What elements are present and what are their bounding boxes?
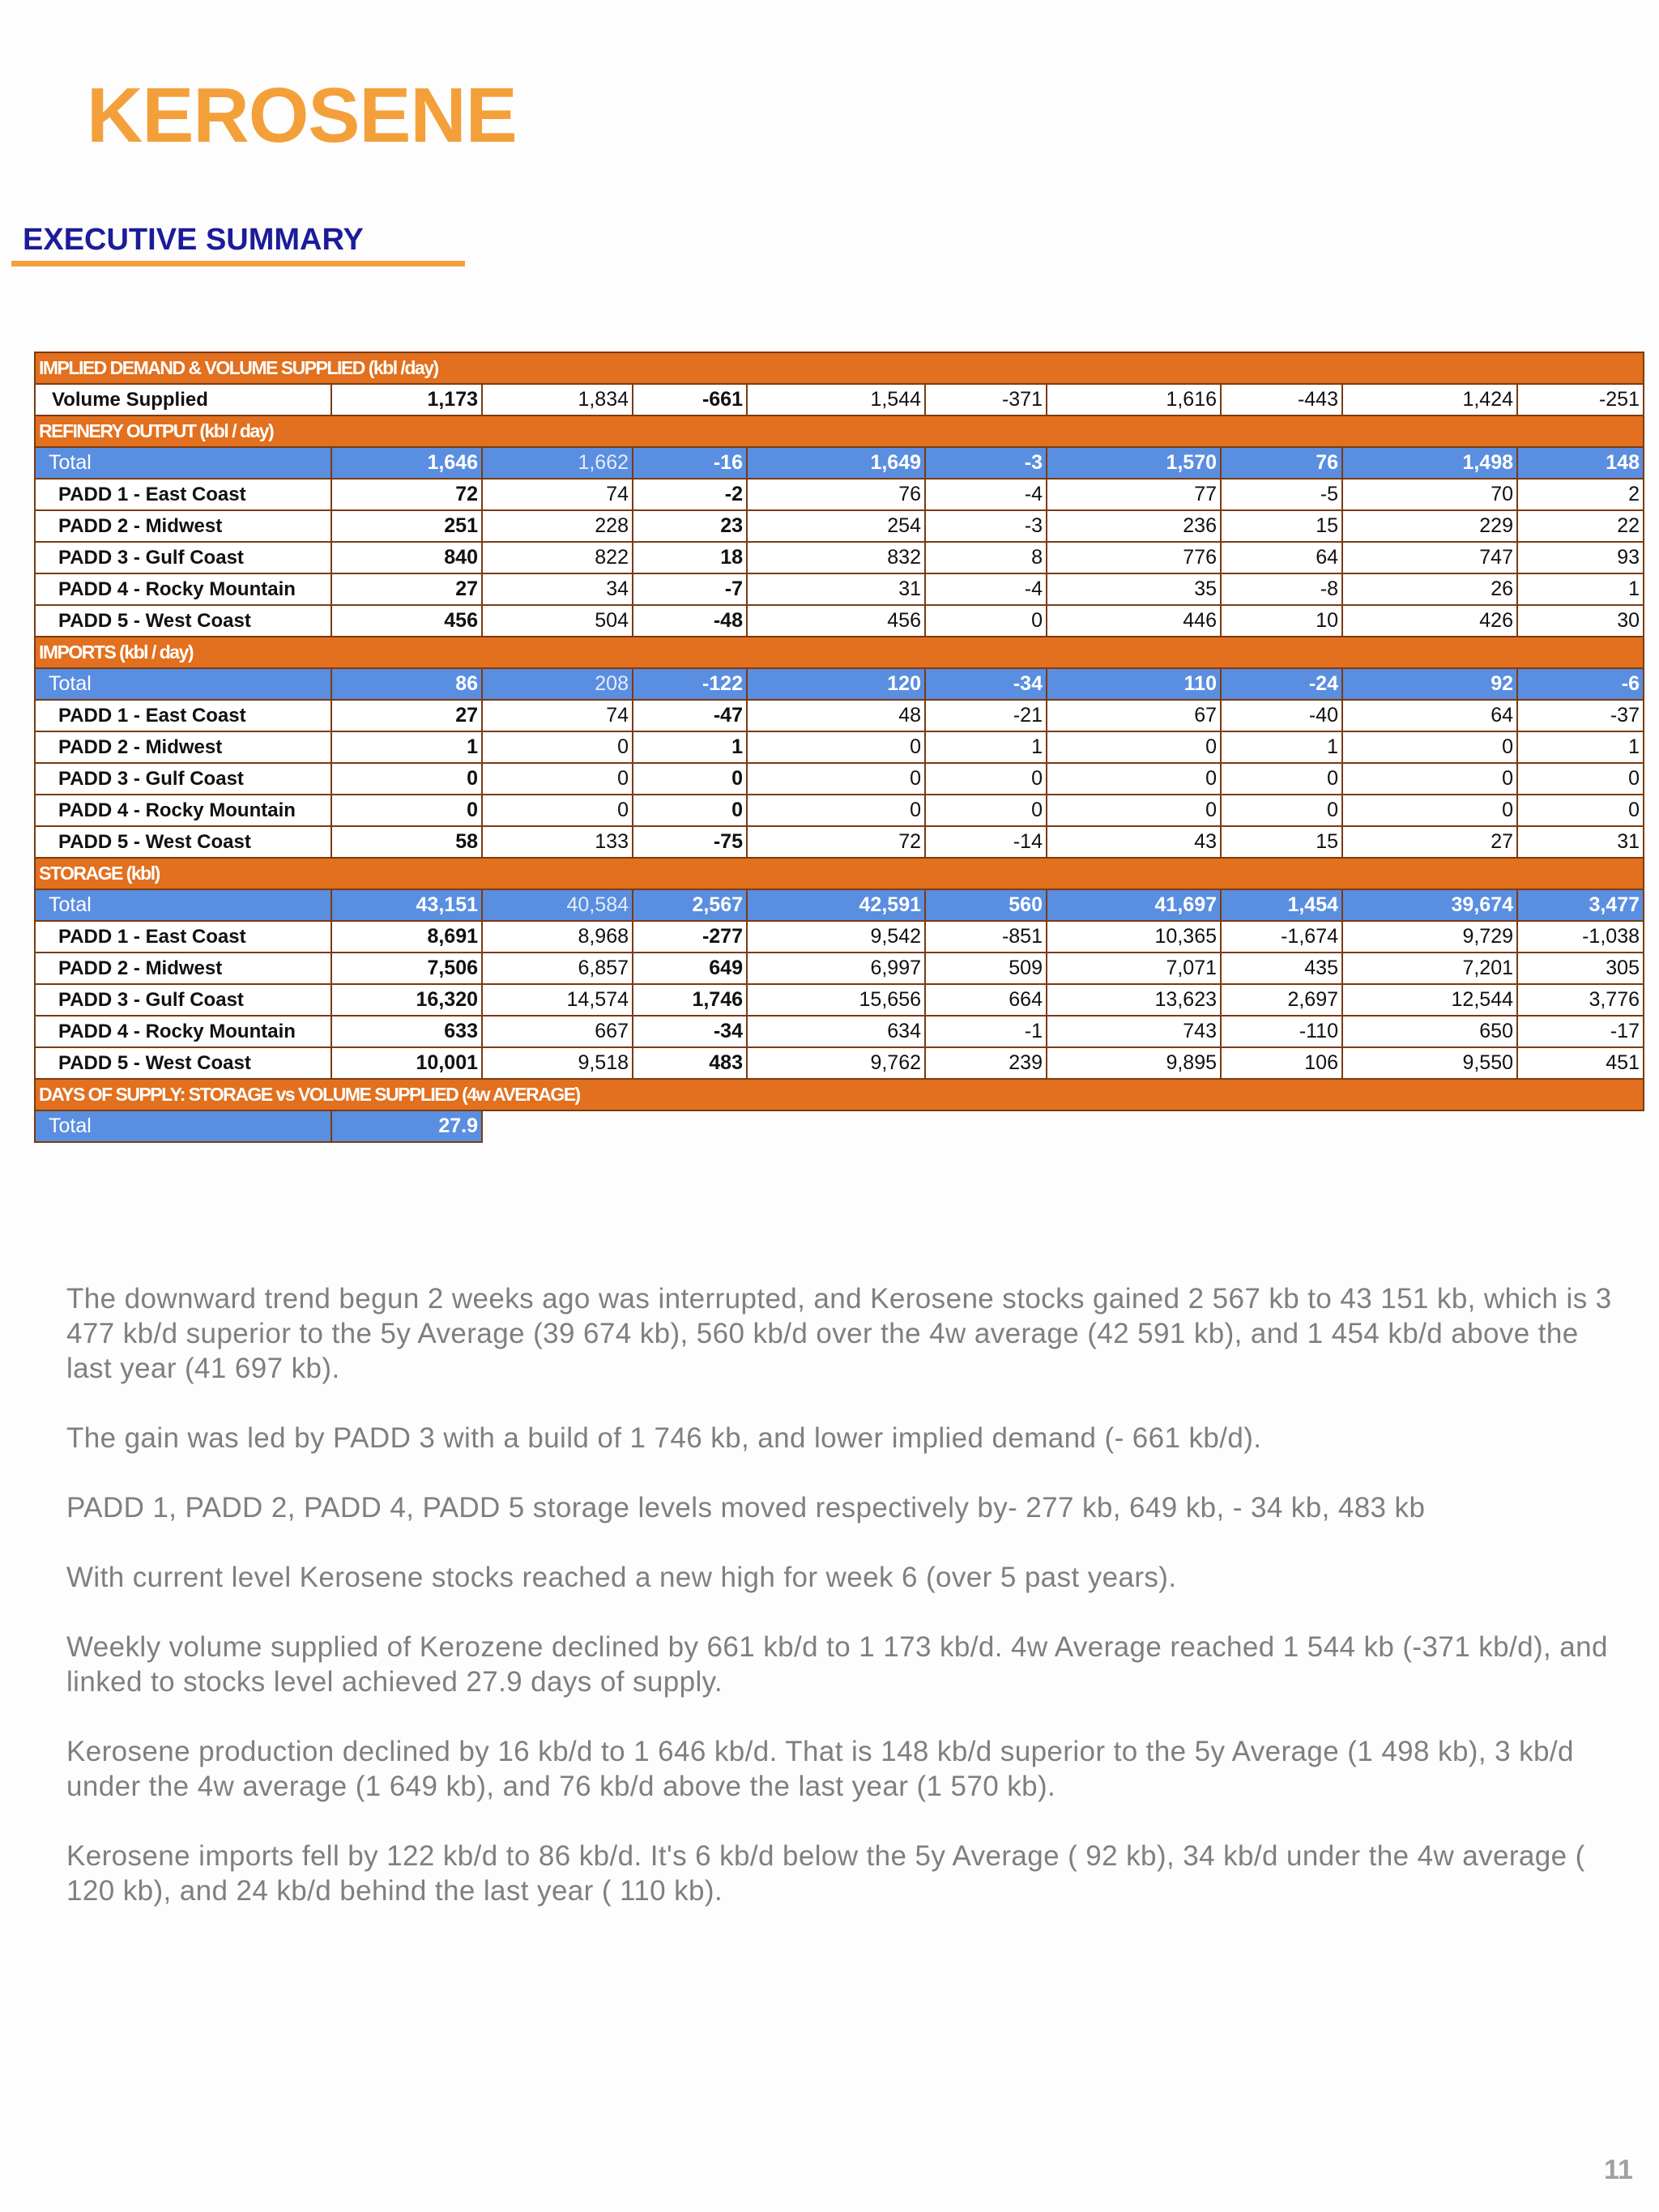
table-cell: 560: [925, 889, 1047, 921]
row-label: PADD 1 - East Coast: [35, 921, 331, 953]
row-label: Total: [35, 668, 331, 700]
table-cell: -7: [633, 573, 747, 605]
summary-table: [34, 352, 1644, 1143]
table-cell: -661: [633, 384, 747, 416]
table-cell: 7,506: [331, 953, 482, 984]
table-cell: 305: [1517, 953, 1644, 984]
narrative-paragraph: Kerosene production declined by 16 kb/d to 1 646 kb/d. That is 148 kb/d superior to the 5y Average (1 498 kb), 3 kb/d under the 4w average (1 649 kb), and 76 kb/d above the last year (1 570 kb).: [66, 1736, 1574, 1802]
table-cell: 667: [482, 1016, 633, 1047]
table-cell: 10: [1221, 605, 1342, 637]
table-row: [35, 1016, 1644, 1047]
narrative-paragraph: PADD 1, PADD 2, PADD 4, PADD 5 storage levels moved respectively by- 277 kb, 649 kb, - 34 kb, 483 kb: [66, 1492, 1426, 1524]
row-label: PADD 1 - East Coast: [35, 479, 331, 510]
row-label: Volume Supplied: [35, 384, 331, 416]
table-cell: 35: [1047, 573, 1221, 605]
table-cell: 0: [925, 605, 1047, 637]
table-cell: 23: [633, 510, 747, 542]
table-cell: 1,616: [1047, 384, 1221, 416]
table-cell: 0: [1221, 795, 1342, 826]
table-cell: 34: [482, 573, 633, 605]
table-cell: 0: [1047, 763, 1221, 795]
table-cell: 1,424: [1342, 384, 1517, 416]
table-cell: 1: [633, 731, 747, 763]
section-header-imports: [35, 637, 1644, 668]
row-label: PADD 3 - Gulf Coast: [35, 542, 331, 573]
table-cell: 3,477: [1517, 889, 1644, 921]
table-cell: 451: [1517, 1047, 1644, 1079]
table-cell: 64: [1342, 700, 1517, 731]
table-cell: 39,674: [1342, 889, 1517, 921]
table-cell: 27: [331, 573, 482, 605]
row-label: Total: [35, 1110, 331, 1142]
table-cell: 239: [925, 1047, 1047, 1079]
table-row: [35, 700, 1644, 731]
table-cell: 67: [1047, 700, 1221, 731]
table-cell: 0: [482, 731, 633, 763]
table-cell: 1: [1517, 731, 1644, 763]
table-row-imports-total: [35, 668, 1644, 700]
table-cell: -24: [1221, 668, 1342, 700]
table-cell: 2,697: [1221, 984, 1342, 1016]
row-label: PADD 5 - West Coast: [35, 605, 331, 637]
table-cell: 0: [747, 731, 925, 763]
table-cell: -2: [633, 479, 747, 510]
table-row: [35, 605, 1644, 637]
narrative-paragraph: Kerosene imports fell by 122 kb/d to 86 kb/d. It's 6 kb/d below the 5y Average ( 92 kb), 34 kb/d under the 4w average ( 120 kb), and 24 kb/d behind the last year ( 110 kb).: [66, 1840, 1585, 1907]
table-cell: 30: [1517, 605, 1644, 637]
table-cell: 776: [1047, 542, 1221, 573]
table-cell: 664: [925, 984, 1047, 1016]
table-cell: 0: [633, 795, 747, 826]
table-cell: -371: [925, 384, 1047, 416]
table-cell: -14: [925, 826, 1047, 858]
table-cell: -6: [1517, 668, 1644, 700]
row-label: PADD 2 - Midwest: [35, 953, 331, 984]
table-cell: 1: [1517, 573, 1644, 605]
table-cell: 435: [1221, 953, 1342, 984]
table-row: [35, 795, 1644, 826]
table-cell: 15: [1221, 826, 1342, 858]
table-cell: 26: [1342, 573, 1517, 605]
table-cell: 0: [925, 763, 1047, 795]
section-subtitle: EXECUTIVE SUMMARY: [23, 223, 364, 257]
table-cell: 747: [1342, 542, 1517, 573]
section-header-label: REFINERY OUTPUT (kbl / day): [35, 416, 1644, 447]
table-cell: 0: [482, 763, 633, 795]
table-cell: 58: [331, 826, 482, 858]
table-cell: 43,151: [331, 889, 482, 921]
row-label: Total: [35, 889, 331, 921]
table-cell: 634: [747, 1016, 925, 1047]
table-cell: 0: [633, 763, 747, 795]
row-label: Total: [35, 447, 331, 479]
table-cell: 40,584: [482, 889, 633, 921]
table-cell: 229: [1342, 510, 1517, 542]
table-cell: 0: [925, 795, 1047, 826]
narrative-paragraph: The gain was led by PADD 3 with a build of 1 746 kb, and lower implied demand (- 661 kb/d).: [66, 1422, 1262, 1454]
section-header-label: IMPORTS (kbl / day): [35, 637, 1644, 668]
table-cell: 1,746: [633, 984, 747, 1016]
table-cell: 70: [1342, 479, 1517, 510]
table-cell: 1,498: [1342, 447, 1517, 479]
table-cell: 1,454: [1221, 889, 1342, 921]
table-cell: 1,173: [331, 384, 482, 416]
table-cell: 1,544: [747, 384, 925, 416]
table-cell: 446: [1047, 605, 1221, 637]
table-cell: 633: [331, 1016, 482, 1047]
table-cell: 0: [482, 795, 633, 826]
narrative-paragraph: The downward trend begun 2 weeks ago was interrupted, and Kerosene stocks gained 2 567 kb to 43 151 kb, which is 3 477 kb/d superior to the 5y Average (39 674 kb), 560 kb/d over the 4w average (42 591 kb), and 1 454 kb/d above the last year (41 697 kb).: [66, 1283, 1612, 1384]
table-cell: 822: [482, 542, 633, 573]
table-cell: 0: [747, 763, 925, 795]
table-cell: 86: [331, 668, 482, 700]
narrative-text: [66, 1281, 1622, 1943]
row-label: PADD 4 - Rocky Mountain: [35, 1016, 331, 1047]
row-label: PADD 3 - Gulf Coast: [35, 984, 331, 1016]
table-row: [35, 573, 1644, 605]
table-cell: 7,201: [1342, 953, 1517, 984]
table-cell: 228: [482, 510, 633, 542]
table-cell: 76: [1221, 447, 1342, 479]
table-cell: -21: [925, 700, 1047, 731]
table-cell: 0: [331, 763, 482, 795]
table-cell: -34: [633, 1016, 747, 1047]
table-cell: 0: [1047, 795, 1221, 826]
narrative-paragraph: With current level Kerosene stocks reached a new high for week 6 (over 5 past years).: [66, 1562, 1177, 1593]
table-row: [35, 826, 1644, 858]
table-row-volume-supplied: [35, 384, 1644, 416]
table-cell: 7,071: [1047, 953, 1221, 984]
table-cell: 14,574: [482, 984, 633, 1016]
table-cell: 0: [1517, 795, 1644, 826]
table-cell: 12,544: [1342, 984, 1517, 1016]
table-cell: 92: [1342, 668, 1517, 700]
narrative-paragraph: Weekly volume supplied of Kerozene declined by 661 kb/d to 1 173 kb/d. 4w Average reached 1 544 kb (-371 kb/d), and linked to stocks level achieved 27.9 days of supply.: [66, 1631, 1608, 1698]
table-cell: 509: [925, 953, 1047, 984]
table-row: [35, 921, 1644, 953]
table-cell: -277: [633, 921, 747, 953]
table-cell: 9,729: [1342, 921, 1517, 953]
table-cell: 456: [331, 605, 482, 637]
subtitle-underline: [11, 261, 465, 266]
table-cell: 9,895: [1047, 1047, 1221, 1079]
page-number: 11: [1604, 2154, 1633, 2185]
row-label: PADD 5 - West Coast: [35, 1047, 331, 1079]
row-label: PADD 4 - Rocky Mountain: [35, 795, 331, 826]
table-cell: 3,776: [1517, 984, 1644, 1016]
table-cell: 10,365: [1047, 921, 1221, 953]
table-cell: -3: [925, 510, 1047, 542]
table-cell: 1,646: [331, 447, 482, 479]
table-cell: -40: [1221, 700, 1342, 731]
table-cell: 74: [482, 479, 633, 510]
table-row: [35, 1047, 1644, 1079]
section-header-days-of-supply: [35, 1079, 1644, 1110]
row-label: PADD 3 - Gulf Coast: [35, 763, 331, 795]
table-cell: 0: [1517, 763, 1644, 795]
table-cell: 76: [747, 479, 925, 510]
table-cell: 18: [633, 542, 747, 573]
table-cell: 254: [747, 510, 925, 542]
table-cell: -17: [1517, 1016, 1644, 1047]
table-cell: 77: [1047, 479, 1221, 510]
row-label: PADD 2 - Midwest: [35, 731, 331, 763]
section-header-label: DAYS OF SUPPLY: STORAGE vs VOLUME SUPPLIED (4w AVERAGE): [35, 1079, 1644, 1110]
table-cell: 483: [633, 1047, 747, 1079]
table-cell: -110: [1221, 1016, 1342, 1047]
table-row: [35, 479, 1644, 510]
table-cell: 0: [747, 795, 925, 826]
table-cell: -1,674: [1221, 921, 1342, 953]
table-cell: 15: [1221, 510, 1342, 542]
table-cell: -1,038: [1517, 921, 1644, 953]
table-cell: 504: [482, 605, 633, 637]
table-cell: 43: [1047, 826, 1221, 858]
table-cell: 0: [331, 795, 482, 826]
table-cell: 15,656: [747, 984, 925, 1016]
table-cell: 9,542: [747, 921, 925, 953]
table-cell: 1: [925, 731, 1047, 763]
table-cell: 2,567: [633, 889, 747, 921]
table-cell: 41,697: [1047, 889, 1221, 921]
table-cell: 832: [747, 542, 925, 573]
table-cell: 1,834: [482, 384, 633, 416]
table-cell: 1,662: [482, 447, 633, 479]
table-cell: -443: [1221, 384, 1342, 416]
table-cell: 208: [482, 668, 633, 700]
table-cell: 9,762: [747, 1047, 925, 1079]
section-header-storage: [35, 858, 1644, 889]
table-cell: -4: [925, 573, 1047, 605]
table-cell: 0: [1047, 731, 1221, 763]
table-cell: -16: [633, 447, 747, 479]
table-cell: 22: [1517, 510, 1644, 542]
table-cell: -851: [925, 921, 1047, 953]
table-cell: 72: [331, 479, 482, 510]
table-row: [35, 953, 1644, 984]
table-cell: -8: [1221, 573, 1342, 605]
days-of-supply-value: 27.9: [331, 1110, 482, 1142]
section-header-refinery: [35, 416, 1644, 447]
table-cell: 110: [1047, 668, 1221, 700]
table-cell: 1,649: [747, 447, 925, 479]
table-cell: 106: [1221, 1047, 1342, 1079]
table-cell: 0: [1342, 763, 1517, 795]
table-cell: 133: [482, 826, 633, 858]
table-cell: 93: [1517, 542, 1644, 573]
table-cell: -122: [633, 668, 747, 700]
table-cell: 251: [331, 510, 482, 542]
table-cell: 64: [1221, 542, 1342, 573]
table-cell: 649: [633, 953, 747, 984]
table-cell: 840: [331, 542, 482, 573]
table-cell: 120: [747, 668, 925, 700]
section-header-label: STORAGE (kbl): [35, 858, 1644, 889]
table-row-days-total: [35, 1110, 1644, 1142]
table-row: [35, 731, 1644, 763]
table-cell: 8,968: [482, 921, 633, 953]
table-cell: 1: [331, 731, 482, 763]
table-row: [35, 763, 1644, 795]
section-header-label: IMPLIED DEMAND & VOLUME SUPPLIED (kbl /day): [35, 352, 1644, 384]
table-cell: -37: [1517, 700, 1644, 731]
table-cell: -5: [1221, 479, 1342, 510]
table-cell: -4: [925, 479, 1047, 510]
table-cell: 31: [1517, 826, 1644, 858]
section-header-volume: [35, 352, 1644, 384]
table-cell: 1,570: [1047, 447, 1221, 479]
table-cell: 9,550: [1342, 1047, 1517, 1079]
table-cell: 31: [747, 573, 925, 605]
page-title: KEROSENE: [87, 72, 517, 159]
table-cell: 72: [747, 826, 925, 858]
table-cell: -251: [1517, 384, 1644, 416]
table-cell: 6,857: [482, 953, 633, 984]
table-cell: 236: [1047, 510, 1221, 542]
table-cell: 426: [1342, 605, 1517, 637]
table-cell: -47: [633, 700, 747, 731]
table-cell: 743: [1047, 1016, 1221, 1047]
table-cell: 48: [747, 700, 925, 731]
row-label: PADD 2 - Midwest: [35, 510, 331, 542]
table-cell: -3: [925, 447, 1047, 479]
table-row: [35, 542, 1644, 573]
table-cell: -75: [633, 826, 747, 858]
table-row: [35, 984, 1644, 1016]
table-cell: 74: [482, 700, 633, 731]
table-cell: 16,320: [331, 984, 482, 1016]
table-cell: 0: [1221, 763, 1342, 795]
table-cell: -1: [925, 1016, 1047, 1047]
table-cell: 9,518: [482, 1047, 633, 1079]
table-cell: 2: [1517, 479, 1644, 510]
table-cell: 8: [925, 542, 1047, 573]
table-cell: 27: [1342, 826, 1517, 858]
empty-cell: [482, 1110, 1644, 1142]
table-cell: 0: [1342, 731, 1517, 763]
row-label: PADD 1 - East Coast: [35, 700, 331, 731]
row-label: PADD 5 - West Coast: [35, 826, 331, 858]
table-cell: -34: [925, 668, 1047, 700]
table-row: [35, 510, 1644, 542]
table-cell: 27: [331, 700, 482, 731]
table-cell: 6,997: [747, 953, 925, 984]
table-cell: 1: [1221, 731, 1342, 763]
table-row-storage-total: [35, 889, 1644, 921]
table-cell: 8,691: [331, 921, 482, 953]
table-cell: 42,591: [747, 889, 925, 921]
table-cell: 650: [1342, 1016, 1517, 1047]
table-cell: 0: [1342, 795, 1517, 826]
table-cell: 13,623: [1047, 984, 1221, 1016]
table-cell: 148: [1517, 447, 1644, 479]
row-label: PADD 4 - Rocky Mountain: [35, 573, 331, 605]
table-cell: 10,001: [331, 1047, 482, 1079]
table-cell: 456: [747, 605, 925, 637]
table-row-refinery-total: [35, 447, 1644, 479]
table-cell: -48: [633, 605, 747, 637]
